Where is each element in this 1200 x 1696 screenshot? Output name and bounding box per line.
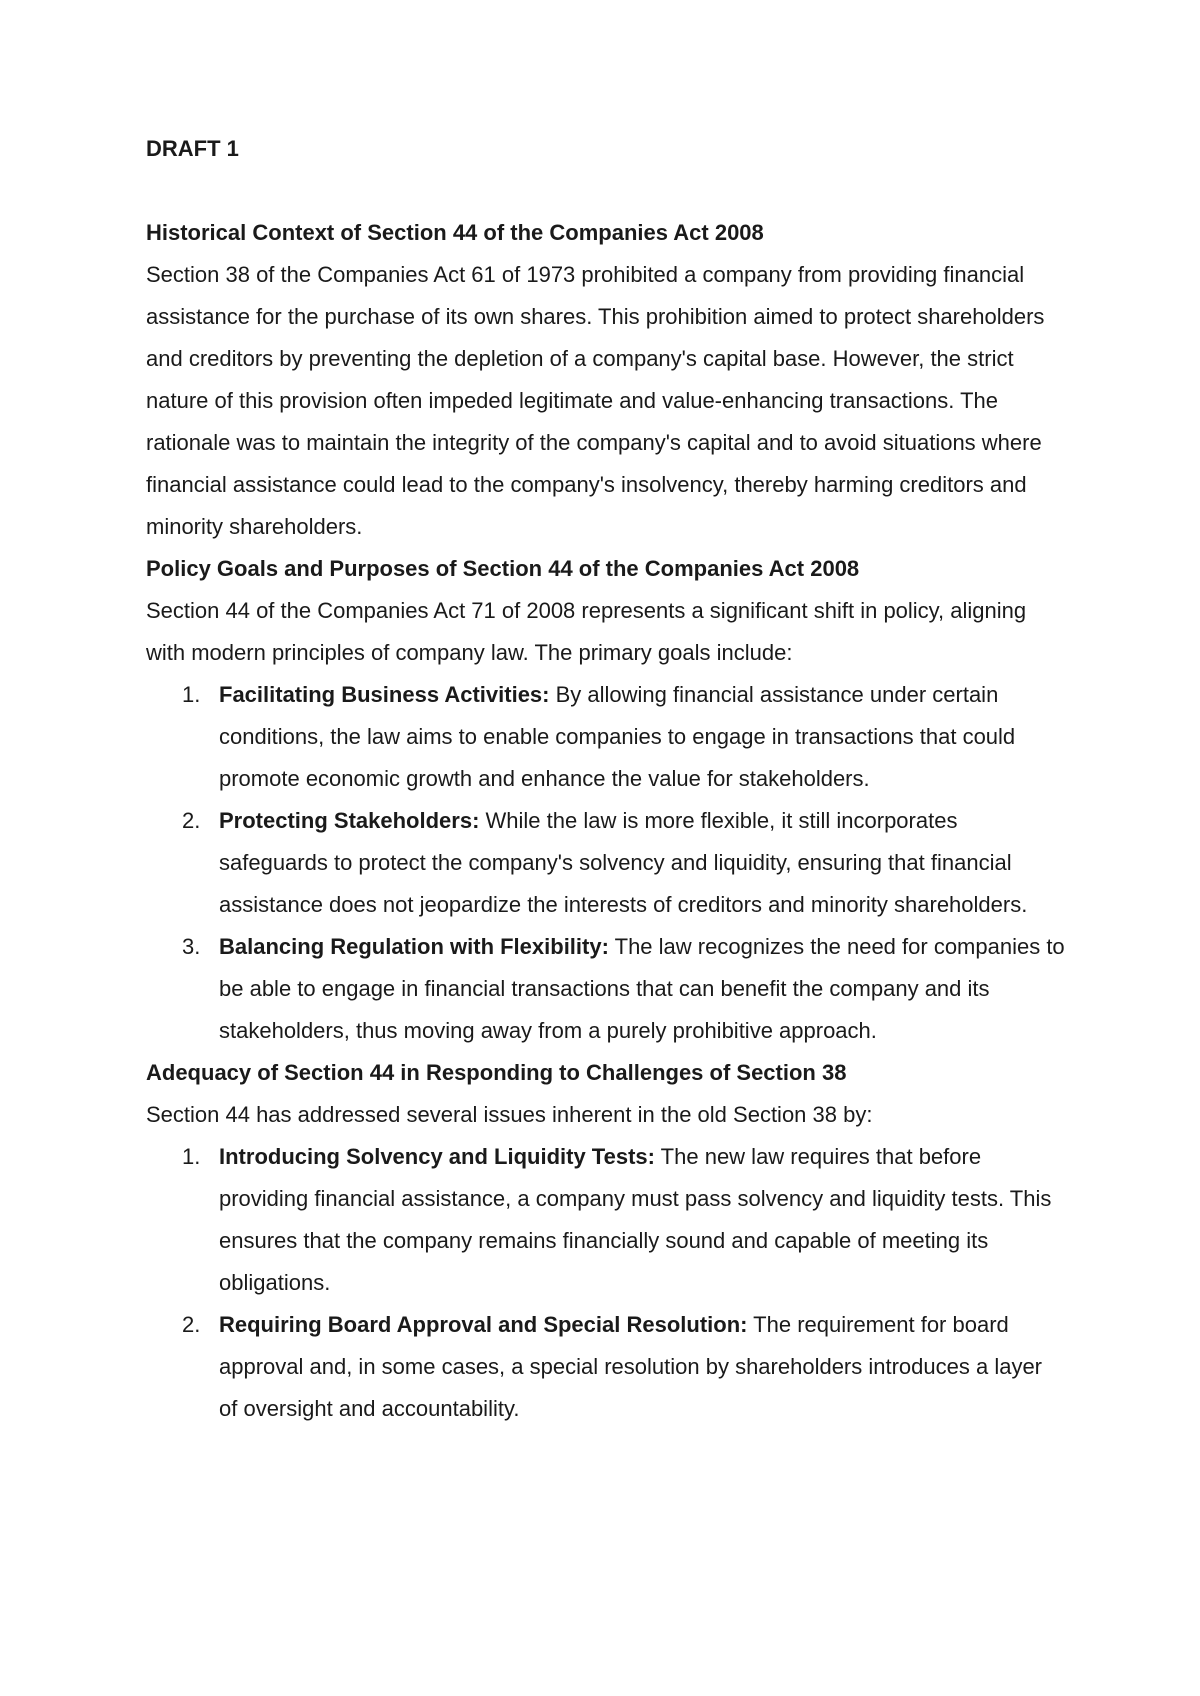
list-item-lead: Facilitating Business Activities: — [219, 682, 550, 707]
section-paragraph: Section 44 has addressed several issues inherent in the old Section 38 by: — [146, 1102, 873, 1127]
list-item-lead: Balancing Regulation with Flexibility: — [219, 934, 609, 959]
list-item-number: 1. — [182, 1144, 201, 1169]
section-paragraph: Section 44 of the Companies Act 71 of 2008 represents a significant shift in policy, aligning with modern principles of company law. The primary goals include: — [146, 598, 1027, 665]
list-item — [146, 926, 1066, 1052]
section-heading: Historical Context of Section 44 of the Companies Act 2008 — [146, 220, 764, 245]
list-item-text: The requirement for board approval and, in some cases, a special resolution by shareholders introduces a layer of oversight and accountability. — [219, 1312, 1043, 1421]
list-item-lead: Protecting Stakeholders: — [219, 808, 480, 833]
list-item — [146, 674, 1066, 800]
list-item-text: The new law requires that before providing financial assistance, a company must pass solvency and liquidity tests. This ensures that the company remains financially sound and capable of meeting its obligations. — [219, 1144, 1052, 1295]
numbered-list — [146, 674, 1066, 1052]
list-item-text: While the law is more flexible, it still incorporates safeguards to protect the company's solvency and liquidity, ensuring that financial assistance does not jeopardize the interests of creditors and minority shareholders. — [219, 808, 1028, 917]
document-page — [146, 128, 1066, 1430]
list-item-number: 2. — [182, 808, 201, 833]
list-item-text: By allowing financial assistance under certain conditions, the law aims to enable companies to engage in transactions that could promote economic growth and enhance the value for stakeholders. — [219, 682, 1016, 791]
section-policy-goals — [146, 548, 1066, 1052]
list-item — [146, 1136, 1066, 1304]
section-historical-context — [146, 212, 1066, 548]
list-item-lead: Introducing Solvency and Liquidity Tests: — [219, 1144, 655, 1169]
section-paragraph: Section 38 of the Companies Act 61 of 1973 prohibited a company from providing financial assistance for the purchase of its own shares. This prohibition aimed to protect shareholders and creditors by preventing the depletion of a company's capital base. However, the strict nature of this provision often impeded legitimate and value-enhancing transactions. The rationale was to maintain the integrity of the company's capital and to avoid situations where financial assistance could lead to the company's insolvency, thereby harming creditors and minority shareholders. — [146, 262, 1045, 539]
list-item — [146, 1304, 1066, 1430]
section-heading: Policy Goals and Purposes of Section 44 of the Companies Act 2008 — [146, 556, 860, 581]
list-item-number: 3. — [182, 934, 201, 959]
list-item-number: 1. — [182, 682, 201, 707]
list-item — [146, 800, 1066, 926]
section-adequacy — [146, 1052, 1066, 1430]
draft-label: DRAFT 1 — [146, 136, 239, 161]
list-item-lead: Requiring Board Approval and Special Resolution: — [219, 1312, 748, 1337]
numbered-list — [146, 1136, 1066, 1430]
list-item-number: 2. — [182, 1312, 201, 1337]
list-item-text: The law recognizes the need for companies to be able to engage in financial transactions that can benefit the company and its stakeholders, thus moving away from a purely prohibitive approach. — [219, 934, 1065, 1043]
section-heading: Adequacy of Section 44 in Responding to Challenges of Section 38 — [146, 1060, 847, 1085]
